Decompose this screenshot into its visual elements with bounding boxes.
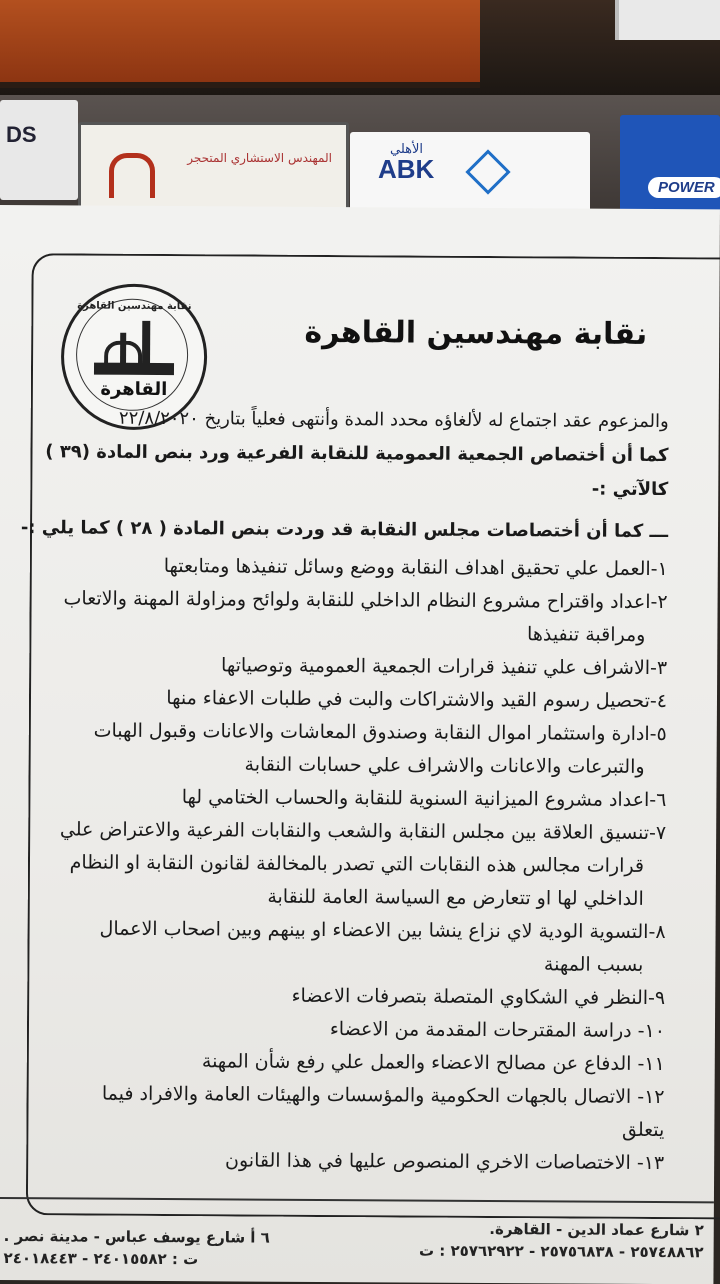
letterhead-title: نقابة مهندسين القاهرة bbox=[304, 314, 648, 352]
seal-city: القاهرة bbox=[100, 378, 168, 401]
list-item bbox=[54, 1143, 664, 1180]
list-item bbox=[56, 714, 666, 784]
item-5-cont: والتبرعات والاعانات والاشراف علي حسابات النقابة bbox=[244, 753, 645, 778]
bank-card bbox=[350, 132, 590, 214]
duties-list bbox=[54, 549, 668, 1180]
document-paper bbox=[0, 205, 720, 1284]
card-2-name: المهندس الاستشاري المتحجر bbox=[187, 151, 332, 165]
document-body bbox=[20, 401, 669, 1180]
item-13: ١٣- الاختصاصات الاخري المنصوص عليها في هذا القانون bbox=[224, 1149, 665, 1175]
item-7-cont: قرارات مجالس هذه النقابات التي تصدر بالمخالفة لقانون النقابة او النظام bbox=[69, 851, 645, 877]
item-12: ١٢- الاتصال بالجهات الحكومية والمؤسسات والهيئات العامة والافراد فيما يتعلق bbox=[101, 1082, 665, 1142]
list-item bbox=[55, 912, 665, 982]
list-item bbox=[54, 1077, 664, 1147]
item-2: ٢-اعداد واقتراح مشروع النظام الداخلي للنقابة ولوائح ومزاولة المهنة والاتعاب bbox=[63, 587, 668, 614]
list-item bbox=[55, 978, 665, 1015]
item-7: ٧-تنسيق العلاقة بين مجلس النقابة والشعب والنقابات الفرعية والاعتراض علي bbox=[59, 818, 667, 845]
minaret-icon bbox=[142, 321, 150, 365]
item-7-cont-2: الداخلي لها او تتعارض مع السياسة العامة للنقابة bbox=[267, 885, 644, 910]
white-object bbox=[615, 0, 720, 40]
footer-left-address: ٦ أ شارع يوسف عباس - مدينة نصر . bbox=[3, 1227, 270, 1247]
list-item bbox=[55, 1011, 665, 1048]
footer-address-branch bbox=[4, 1225, 270, 1271]
item-4: ٤-تحصيل رسوم القيد والاشتراكات والبت في طلبات الاعفاء منها bbox=[166, 687, 668, 713]
item-2-cont: ومراقبة تنفيذها bbox=[527, 623, 646, 646]
business-card-1 bbox=[0, 100, 78, 200]
item-9: ٩-النظر في الشكاوي المتصلة بتصرفات الاعضاء bbox=[291, 984, 666, 1010]
item-3: ٣-الاشراف علي تنفيذ قرارات الجمعية العمومية وتوصياتها bbox=[221, 654, 668, 680]
item-5: ٥-ادارة واستثمار اموال النقابة وصندوق المعاشات والاعانات وقبول الهبات bbox=[93, 719, 667, 746]
list-item bbox=[57, 582, 667, 652]
wooden-box bbox=[0, 0, 480, 88]
para1-line1: كما أن أختصاص الجمعية العمومية للنقابة الفرعية ورد بنص المادة (٣٩ ) bbox=[45, 441, 669, 467]
item-8: ٨-التسوية الودية لاي نزاع ينشا بين الاعضاء او بينهم وبين اصحاب الاعمال bbox=[99, 917, 666, 944]
para1-line2: كالآتي :- bbox=[591, 478, 669, 501]
list-item bbox=[55, 1044, 665, 1081]
seal-base-bar bbox=[94, 363, 174, 375]
arch-logo-icon bbox=[109, 153, 155, 198]
item-10: ١٠- دراسة المقترحات المقدمة من الاعضاء bbox=[329, 1018, 666, 1043]
item-8-cont: بسبب المهنة bbox=[543, 953, 644, 976]
bank-logo-icon bbox=[465, 149, 510, 194]
footer-address-main bbox=[419, 1218, 704, 1264]
list-item bbox=[56, 813, 667, 916]
list-item bbox=[57, 681, 667, 718]
footer-left-phones: ت : ٢٤٠١٥٥٨٢ - ٢٤٠١٨٤٤٣ bbox=[3, 1249, 199, 1269]
intro-line: والمزعوم عقد اجتماع له لألغاؤه محدد المدة وأنتهى فعلياً بتاريخ ٢٢/٨/٢٠٢٠ bbox=[118, 407, 669, 433]
power-card bbox=[620, 115, 720, 215]
card-1-text: DS bbox=[6, 122, 37, 147]
bank-brand: ABK bbox=[378, 154, 435, 184]
para2-line: ـــ كما أن أختصاصات مجلس النقابة قد وردت بنص المادة ( ٢٨ ) كما يلي :- bbox=[20, 517, 669, 543]
footer-right-address: ٢ شارع عماد الدين - القاهرة. bbox=[489, 1220, 704, 1240]
power-label: POWER bbox=[648, 177, 720, 198]
seal-ring-text: نقابة مهندسين القاهرة bbox=[77, 300, 192, 313]
item-6: ٦-اعداد مشروع الميزانية السنوية للنقابة والحساب الختامي لها bbox=[181, 786, 667, 812]
bank-brand-ar: الأهلي bbox=[390, 142, 424, 157]
item-1: ١-العمل علي تحقيق اهداف النقابة ووضع وسائل تنفيذها ومتابعتها bbox=[163, 555, 668, 581]
item-11: ١١- الدفاع عن مصالح الاعضاء والعمل علي رفع شأن المهنة bbox=[201, 1050, 665, 1076]
list-item bbox=[58, 549, 668, 586]
footer-right-phones: ٢٥٧٤٨٨٦٢ - ٢٥٧٥٦٨٣٨ - ٢٥٧٦٢٩٢٢ : ت bbox=[418, 1241, 704, 1262]
list-item bbox=[56, 780, 666, 817]
list-item bbox=[57, 648, 667, 685]
